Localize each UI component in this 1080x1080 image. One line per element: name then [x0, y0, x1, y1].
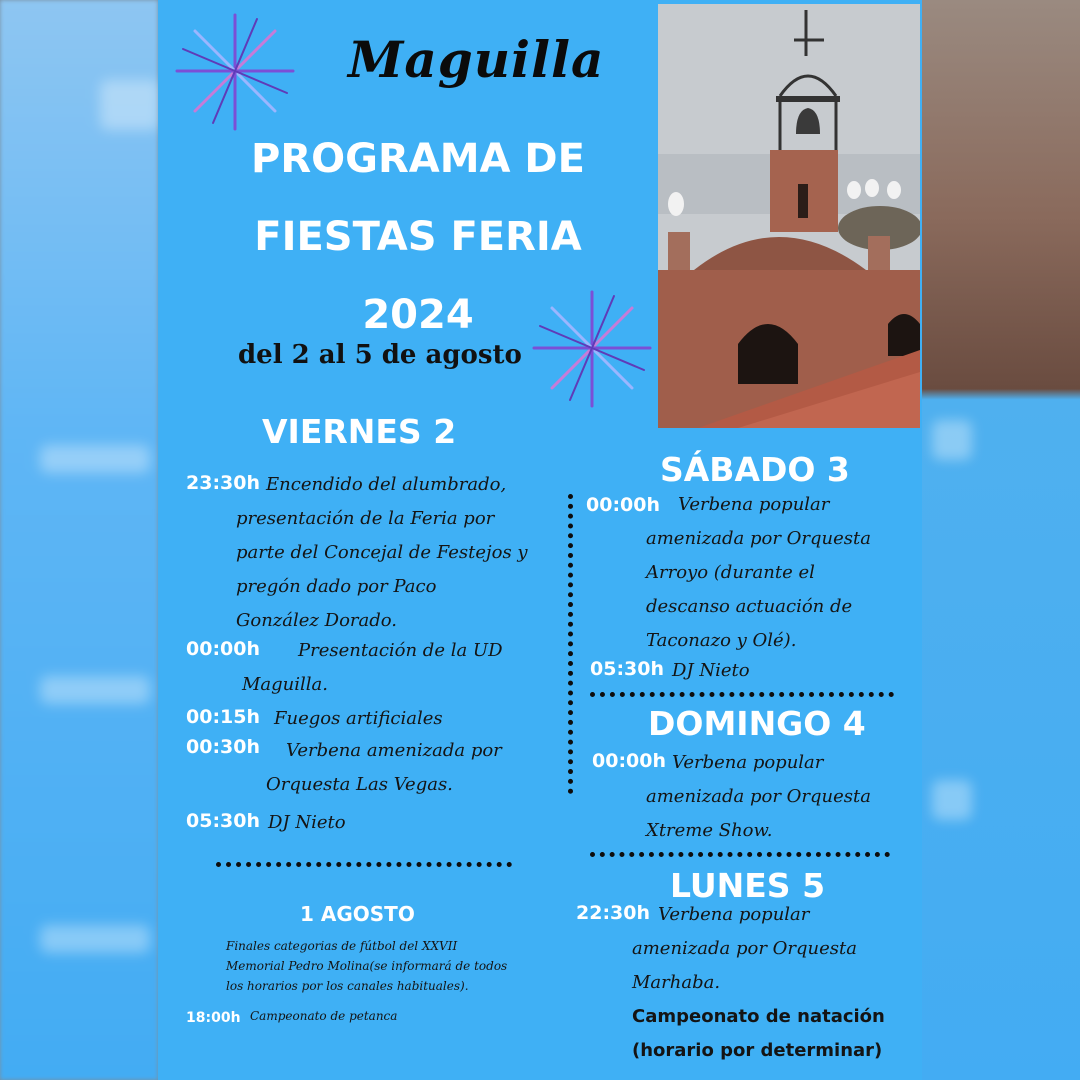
event-time: 00:00h	[586, 494, 661, 516]
day-heading-agosto: 1 AGOSTO	[300, 902, 415, 926]
dotted-divider	[590, 692, 894, 697]
day-heading-domingo: DOMINGO 4	[648, 704, 866, 743]
event-line: presentación de la Feria por	[236, 508, 495, 529]
event-description	[266, 468, 506, 502]
town-title: Maguilla	[348, 30, 605, 89]
event-time: 05:30h	[590, 658, 665, 680]
event-line: Campeonato de natación	[632, 1006, 885, 1027]
event-description	[286, 734, 502, 768]
event-line: Presentación de la UD	[298, 640, 503, 661]
event-line: Taconazo y Olé).	[646, 630, 797, 651]
day-heading-sabado: SÁBADO 3	[660, 450, 850, 489]
event-time: 05:30h	[186, 810, 261, 832]
event-line: descanso actuación de	[646, 596, 853, 617]
event-description	[646, 522, 871, 658]
event-description	[632, 1000, 885, 1068]
event-time: 00:00h	[186, 638, 261, 660]
dotted-column-divider	[568, 494, 573, 794]
event-description	[298, 634, 503, 668]
blurred-shape	[40, 925, 150, 953]
program-headline	[218, 120, 618, 354]
event-description	[274, 702, 443, 736]
event-description	[672, 746, 823, 780]
poster	[158, 0, 922, 1080]
event-description	[646, 780, 871, 848]
event-time: 00:00h	[592, 750, 667, 772]
event-line: Marhaba.	[632, 972, 721, 993]
event-line: pregón dado por Paco	[236, 576, 437, 597]
event-description	[236, 502, 528, 638]
day-heading-lunes: LUNES 5	[670, 866, 826, 905]
event-line: amenizada por Orquesta	[646, 528, 872, 549]
day-heading-viernes: VIERNES 2	[262, 412, 457, 451]
headline-line: PROGRAMA DE	[251, 136, 585, 182]
event-line: González Dorado.	[236, 610, 398, 631]
headline-year: 2024	[362, 292, 474, 338]
event-line: Finales categorias de fútbol del XXVII	[226, 939, 458, 953]
event-description	[632, 932, 857, 1000]
event-description	[672, 654, 750, 688]
event-description	[226, 936, 507, 996]
event-time: 00:30h	[186, 736, 261, 758]
event-time: 18:00h	[186, 1010, 241, 1026]
blurred-shape	[932, 420, 972, 460]
headline-line: FIESTAS FERIA	[254, 214, 582, 260]
event-line: amenizada por Orquesta	[632, 938, 858, 959]
event-line: Verbena popular	[678, 494, 830, 515]
event-line: DJ Nieto	[672, 660, 750, 681]
church-photo	[658, 4, 920, 428]
festival-dates: del 2 al 5 de agosto	[238, 340, 522, 370]
event-line: parte del Concejal de Festejos y	[236, 542, 528, 563]
event-description	[658, 898, 809, 932]
event-line: Encendido del alumbrado,	[266, 474, 507, 495]
event-line: Verbena popular	[658, 904, 810, 925]
event-line: DJ Nieto	[268, 812, 346, 833]
event-line: Verbena amenizada por	[286, 740, 502, 761]
event-line: Xtreme Show.	[646, 820, 773, 841]
event-description	[678, 488, 829, 522]
event-description	[268, 806, 346, 840]
blurred-backdrop-left	[0, 0, 158, 1080]
event-line: Verbena popular	[672, 752, 824, 773]
event-line: Orquesta Las Vegas.	[266, 774, 453, 795]
event-description: Campeonato de petanca	[250, 1009, 398, 1023]
event-description	[266, 768, 453, 802]
event-time: 23:30h	[186, 472, 261, 494]
event-description	[242, 668, 328, 702]
dotted-divider	[216, 862, 512, 867]
blurred-backdrop-right	[922, 0, 1080, 1080]
event-line: Memorial Pedro Molina(se informará de todos	[226, 959, 508, 973]
event-time: 00:15h	[186, 706, 261, 728]
dotted-divider	[590, 852, 890, 857]
blurred-shape	[40, 676, 150, 704]
event-line: los horarios por los canales habituales).	[226, 979, 469, 993]
blurred-shape	[932, 780, 972, 820]
event-time: 22:30h	[576, 902, 651, 924]
event-line: Maguilla.	[242, 674, 329, 695]
blurred-shape	[40, 445, 150, 473]
event-line: amenizada por Orquesta	[646, 786, 872, 807]
event-line: Fuegos artificiales	[274, 708, 443, 729]
event-line: Arroyo (durante el	[646, 562, 815, 583]
event-line: (horario por determinar)	[632, 1040, 883, 1061]
blurred-shape	[100, 80, 160, 130]
